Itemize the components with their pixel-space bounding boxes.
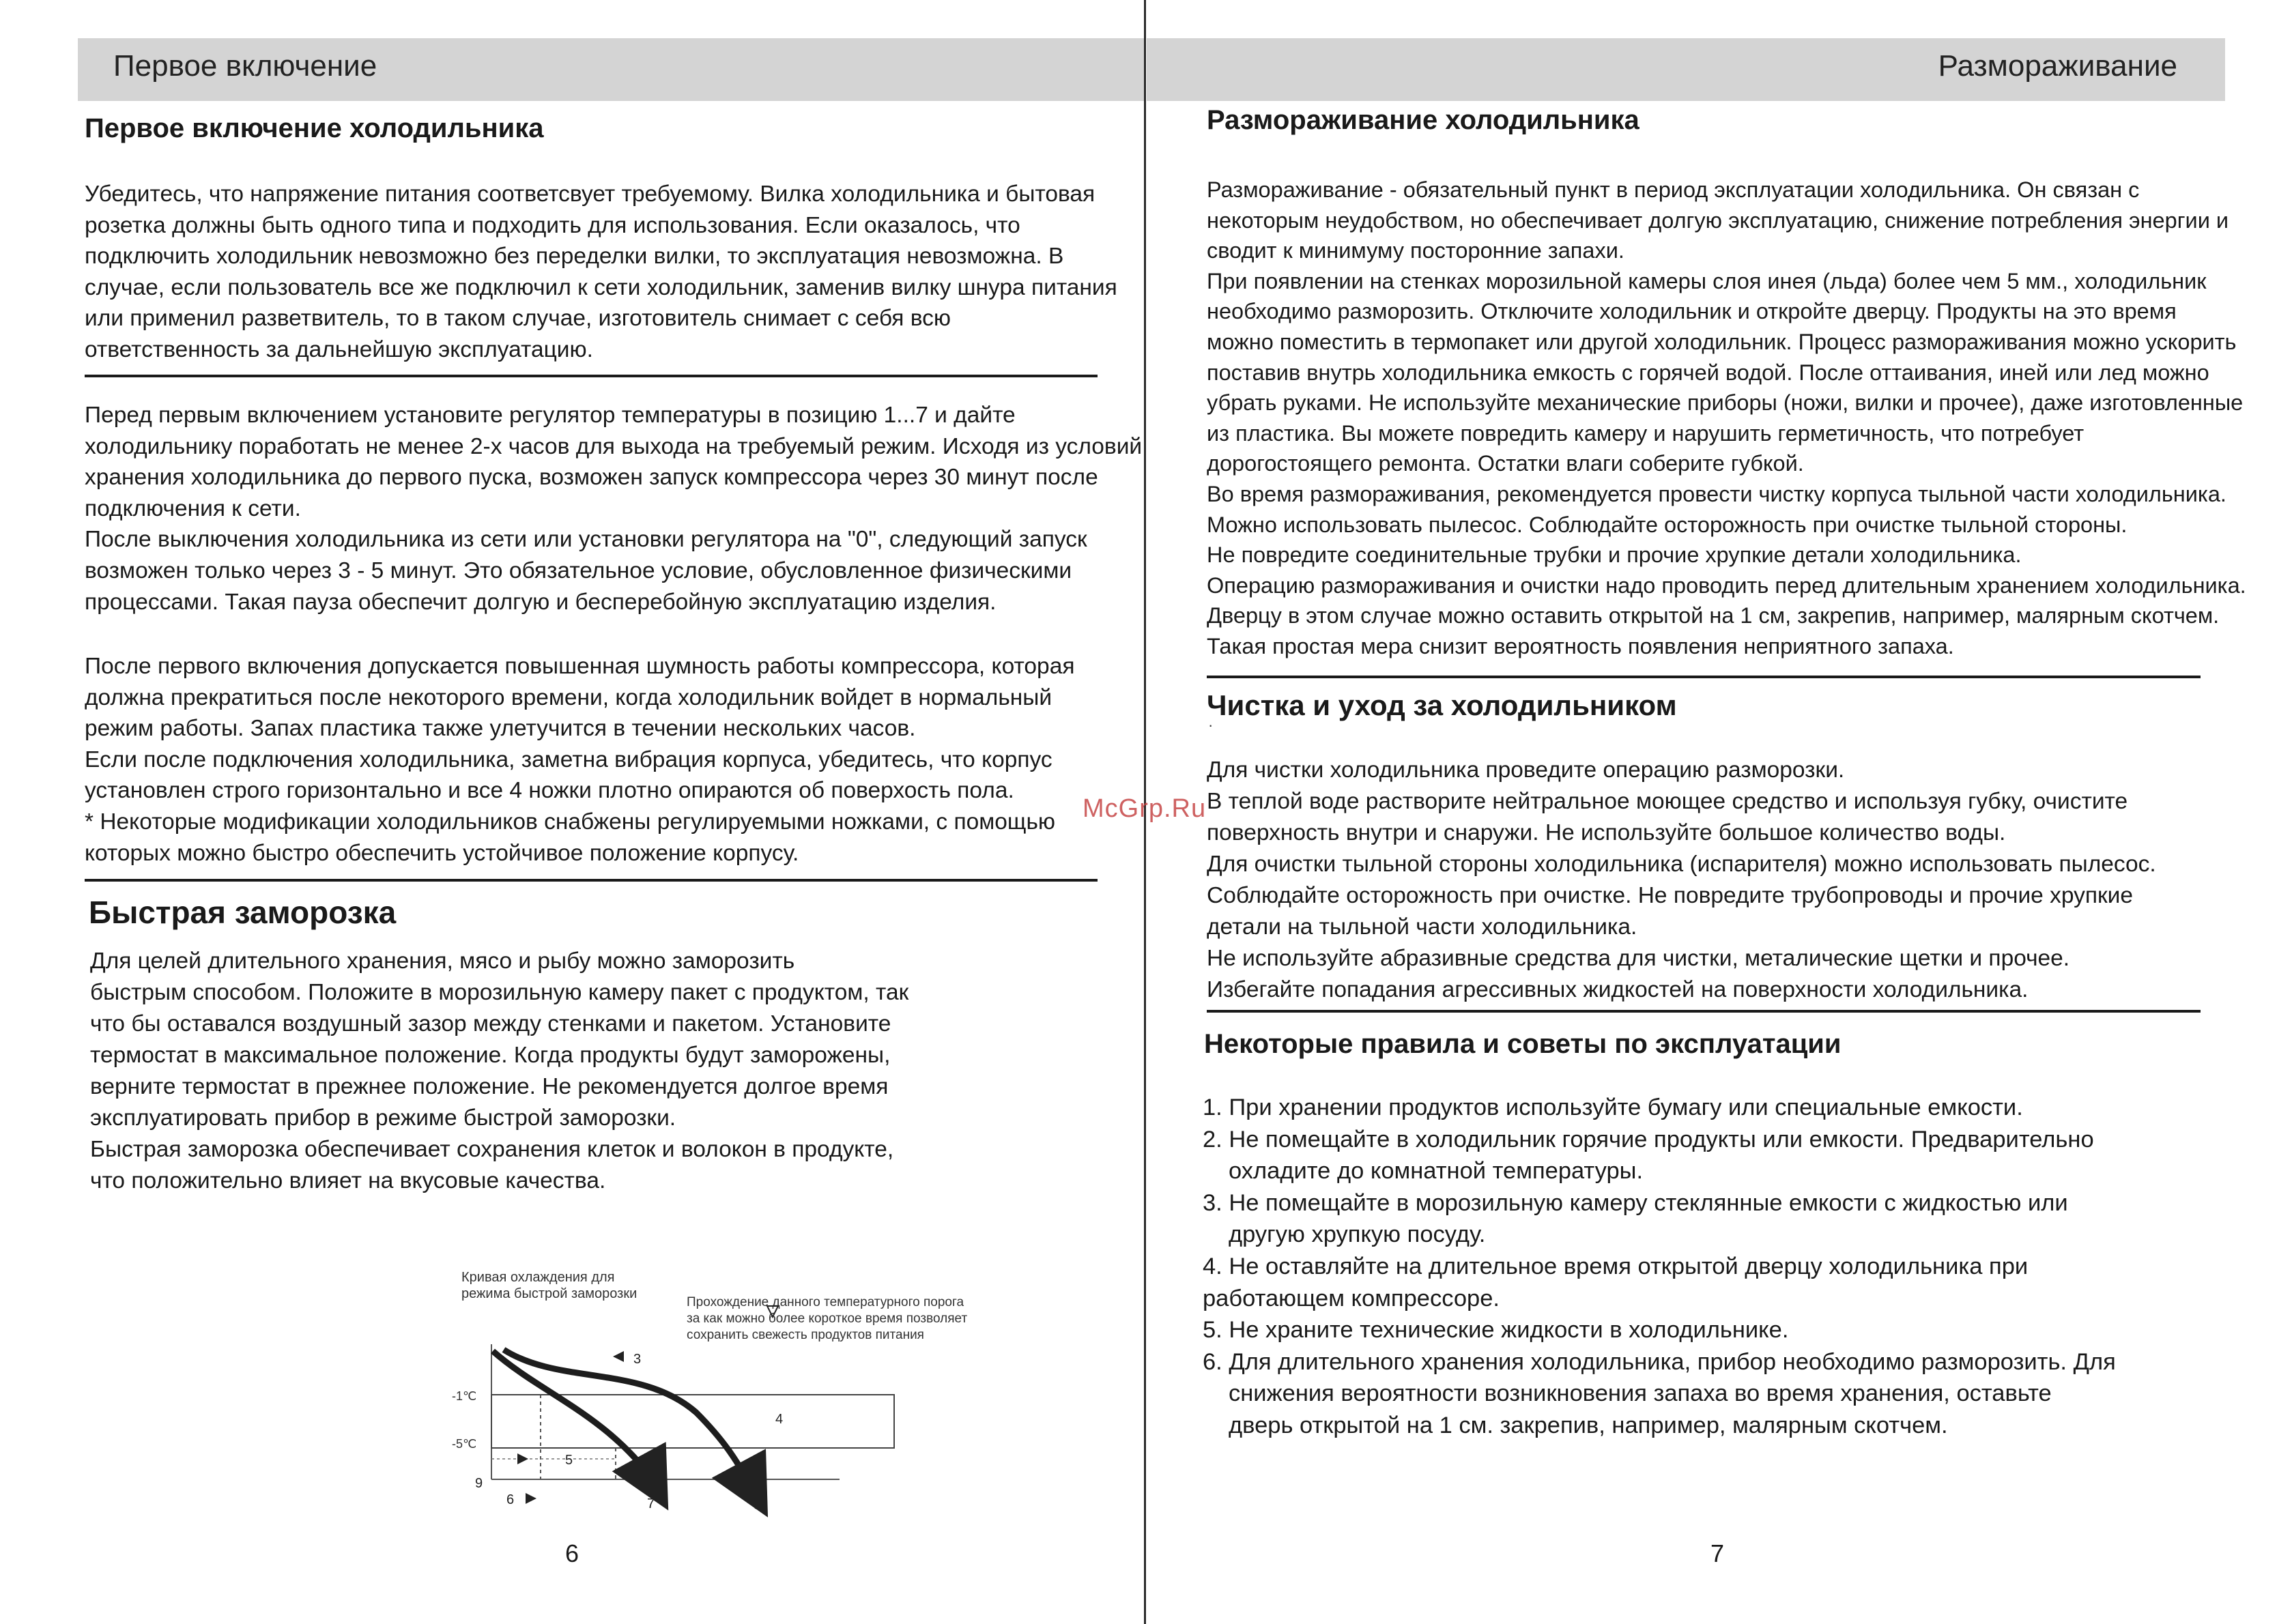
text-line: холодильнику поработать не менее 2-х часов для выхода на требуемый режим. Исходя из условий xyxy=(85,433,1143,459)
label-threshold-line1: Прохождение данного температурного порога xyxy=(687,1295,964,1309)
text-line: случае, если пользователь все же подключил к сети холодильник, заменив вилку шнура питания xyxy=(85,274,1117,300)
diagram-num-7: 7 xyxy=(647,1496,655,1511)
text-line: что положительно влияет на вкусовые качества. xyxy=(90,1168,606,1193)
text-line: При появлении на стенках морозильной камеры слоя инея (льда) более чем 5 мм., холодильник xyxy=(1207,268,2207,293)
text-line: Размораживание - обязательный пункт в период эксплуатации холодильника. Он связан с xyxy=(1207,177,2140,202)
list-item: 2. Не помещайте в холодильник горячие продукты или емкости. Предварительно xyxy=(1203,1126,2094,1152)
list-item: снижения вероятности возникновения запаха во время хранения, оставьте xyxy=(1229,1380,2052,1407)
freezing-curve-diagram xyxy=(437,1256,1065,1528)
left-header-bar xyxy=(78,38,1144,101)
text-line: В теплой воде растворите нейтральное моющее средство и используя губку, очистите xyxy=(1207,789,2128,814)
text-line: верните термостат в прежнее положение. Не рекомендуется долгое время xyxy=(90,1074,889,1099)
diagram-num-5: 5 xyxy=(565,1453,573,1468)
paragraph-noise xyxy=(85,651,1074,869)
text-line: что бы оставался воздушный зазор между стенками и пакетом. Установите xyxy=(90,1011,891,1036)
text-line: Если после подключения холодильника, заметна вибрация корпуса, убедитесь, что корпус xyxy=(85,746,1052,772)
text-line: Операцию размораживания и очистки надо проводить перед длительным хранением холодильника. xyxy=(1207,572,2246,598)
threshold-band xyxy=(491,1395,894,1448)
text-line: Убедитесь, что напряжение питания соответсвует требуемому. Вилка холодильника и бытовая xyxy=(85,182,1095,207)
section-title-first-start: Первое включение холодильника xyxy=(85,113,544,143)
list-item: 4. Не оставляйте на длительное время открытой дверцу холодильника при xyxy=(1203,1253,2029,1279)
text-line: Перед первым включением установите регулятор температуры в позицию 1...7 и дайте xyxy=(85,403,1016,428)
text-line: После выключения холодильника из сети или установки регулятора на "0", следующий запуск xyxy=(85,527,1087,553)
text-line: хранения холодильника до первого пуска, возможен запуск компрессора через 30 минут после xyxy=(85,465,1098,491)
marker-arrow xyxy=(517,1453,528,1464)
list-item: 3. Не помещайте в морозильную камеру стеклянные емкости с жидкостью или xyxy=(1203,1189,2068,1216)
list-item: другую хрупкую посуду. xyxy=(1229,1221,1486,1248)
diagram-num-9: 9 xyxy=(475,1476,483,1491)
text-line: Можно использовать пылесос. Соблюдайте осторожность при очистке тыльной стороны. xyxy=(1207,512,2128,537)
text-line: детали на тыльной части холодильника. xyxy=(1207,914,1637,940)
list-item: 6. Для длительного хранения холодильника, прибор необходимо разморозить. Для xyxy=(1203,1348,2116,1375)
paragraph-quick-freeze xyxy=(90,946,908,1197)
text-line: поверхность внутри и снаружи. Не используйте большое количество воды. xyxy=(1207,820,2006,845)
temp-label-minus1: -1℃ xyxy=(452,1389,477,1403)
watermark: McGrp.Ru xyxy=(1083,794,1207,823)
text-line: должна прекратиться после некоторого времени, когда холодильник войдет в нормальный xyxy=(85,684,1052,710)
section-rule xyxy=(1207,676,2201,678)
text-line: * Некоторые модификации холодильников снабжены регулируемыми ножками, с помощью xyxy=(85,809,1056,835)
text-line: Быстрая заморозка обеспечивает сохранения клеток и волокон в продукте, xyxy=(90,1137,894,1162)
paragraph-first-start xyxy=(85,400,1142,618)
page-number-left: 6 xyxy=(565,1539,579,1567)
text-line: Не повредите соединительные трубки и прочие хрупкие детали холодильника. xyxy=(1207,542,2022,568)
diagram-num-3: 3 xyxy=(633,1352,642,1367)
text-line: некоторым неудобством, но обеспечивает долгую эксплуатацию, снижение потребления энергии и xyxy=(1207,207,2229,233)
section-title-quick-freeze: Быстрая заморозка xyxy=(89,895,397,930)
text-line: Для целей длительного хранения, мясо и рыбу можно заморозить xyxy=(90,948,795,974)
text-line: установлен строго горизонтально и все 4 ножки плотно опираются об поверхость пола. xyxy=(85,778,1014,804)
list-item: 5. Не храните технические жидкости в холодильнике. xyxy=(1203,1317,1789,1344)
text-line: подключения к сети. xyxy=(85,495,301,521)
label-curve-line2: режима быстрой заморозки xyxy=(461,1286,638,1301)
list-item: работающем компрессоре. xyxy=(1203,1285,1500,1311)
text-line: эксплуатировать прибор в режиме быстрой заморозки. xyxy=(90,1105,676,1131)
text-line: Не используйте абразивные средства для чистки, металические щетки и прочее. xyxy=(1207,946,2070,971)
text-line: сводит к минимуму посторонние запахи. xyxy=(1207,238,1624,263)
paragraph-voltage xyxy=(85,179,1117,366)
text-line: подключить холодильник невозможно без переделки вилки, то эксплуатация невозможна. В xyxy=(85,244,1064,270)
text-line: Для чистки холодильника проведите операцию разморозки. xyxy=(1207,757,1845,783)
temp-label-minus5: -5℃ xyxy=(452,1437,477,1451)
text-line: процессами. Такая пауза обеспечит долгую и бесперебойную эксплуатацию изделия. xyxy=(85,589,997,615)
text-line: После первого включения допускается повышенная шумность работы компрессора, которая xyxy=(85,654,1075,679)
text-line: дорогостоящего ремонта. Остатки влаги соберите губкой. xyxy=(1207,451,1804,476)
diagram-num-8: 8 xyxy=(754,1498,762,1513)
stray-dot: · xyxy=(1208,716,1214,734)
diagram-num-6: 6 xyxy=(506,1492,515,1507)
text-line: Такая простая мера снизит вероятность появления неприятного запаха. xyxy=(1207,633,1954,658)
text-line: Во время размораживания, рекомендуется провести чистку корпуса тыльной части холодильника. xyxy=(1207,481,2226,506)
label-threshold-line3: сохранить свежесть продуктов питания xyxy=(687,1328,924,1342)
section-rule xyxy=(85,879,1098,882)
right-header-title: Размораживание xyxy=(1938,49,2177,83)
right-header-bar xyxy=(1147,38,2225,101)
marker-arrow xyxy=(613,1351,624,1362)
marker-arrow xyxy=(526,1493,536,1504)
left-header-title: Первое включение xyxy=(113,49,377,83)
text-line: Избегайте попадания агрессивных жидкостей на поверхности холодильника. xyxy=(1207,977,2029,1002)
text-line: ответственность за дальнейшую эксплуатацию. xyxy=(85,336,593,362)
text-line: возможен только через 3 - 5 минут. Это обязательное условие, обусловленное физическими xyxy=(85,557,1072,583)
page-number-right: 7 xyxy=(1710,1539,1725,1567)
section-title-usage-tips: Некоторые правила и советы по эксплуатации xyxy=(1204,1029,1842,1059)
list-item: дверь открытой на 1 см. закрепив, например, малярным скотчем. xyxy=(1229,1412,1948,1438)
diagram-num-4: 4 xyxy=(775,1412,784,1427)
paragraph-cleaning xyxy=(1207,755,2156,1006)
tips-list xyxy=(1203,1092,2116,1442)
paragraph-defrost xyxy=(1207,175,2246,662)
text-line: можно поместить в термопакет или другой холодильник. Процесс размораживания можно ускорить xyxy=(1207,329,2237,354)
text-line: Соблюдайте осторожность при очистке. Не повредите трубопроводы и прочие хрупкие xyxy=(1207,883,2133,908)
text-line: которых можно быстро обеспечить устойчивое положение корпусу. xyxy=(85,840,799,866)
text-line: или применил разветвитель, то в таком случае, изготовитель снимает с себя всю xyxy=(85,306,951,332)
label-threshold-line2: за как можно более короткое время позволяет xyxy=(687,1311,968,1326)
text-line: термостат в максимальное положение. Когда продукты будут заморожены, xyxy=(90,1043,891,1068)
list-item: охладите до комнатной температуры. xyxy=(1229,1158,1644,1185)
section-title-defrost: Размораживание холодильника xyxy=(1207,105,1639,135)
slow-freeze-curve xyxy=(504,1350,756,1496)
text-line: Дверцу в этом случае можно оставить открытой на 1 см, закрепив, например, малярным скотчем. xyxy=(1207,603,2220,628)
section-rule xyxy=(85,375,1098,377)
list-item: 1. При хранении продуктов используйте бумагу или специальные емкости. xyxy=(1203,1094,2023,1120)
section-rule xyxy=(1207,1010,2201,1013)
text-line: из пластика. Вы можете повредить камеру и нарушить герметичность, что потребует xyxy=(1207,420,2085,446)
text-line: быстрым способом. Положите в морозильную камеру пакет с продуктом, так xyxy=(90,980,909,1005)
text-line: поставив внутрь холодильника емкость с горячей водой. После оттаивания, иней или лед можно xyxy=(1207,360,2209,385)
label-curve-line1: Кривая охлаждения для xyxy=(461,1270,615,1285)
text-line: режим работы. Запах пластика также улетучится в течении нескольких часов. xyxy=(85,716,916,742)
text-line: необходимо разморозить. Отключите холодильник и откройте дверцу. Продукты на это время xyxy=(1207,299,2177,324)
text-line: розетка должны быть одного типа и подходить для использования. Если оказалось, что xyxy=(85,212,1020,238)
section-title-cleaning: Чистка и уход за холодильником xyxy=(1207,689,1677,721)
text-line: убрать руками. Не используйте механические приборы (ножи, вилки и прочее), даже изготовленные xyxy=(1207,390,2244,416)
text-line: Для очистки тыльной стороны холодильника (испарителя) можно использовать пылесос. xyxy=(1207,852,2156,877)
